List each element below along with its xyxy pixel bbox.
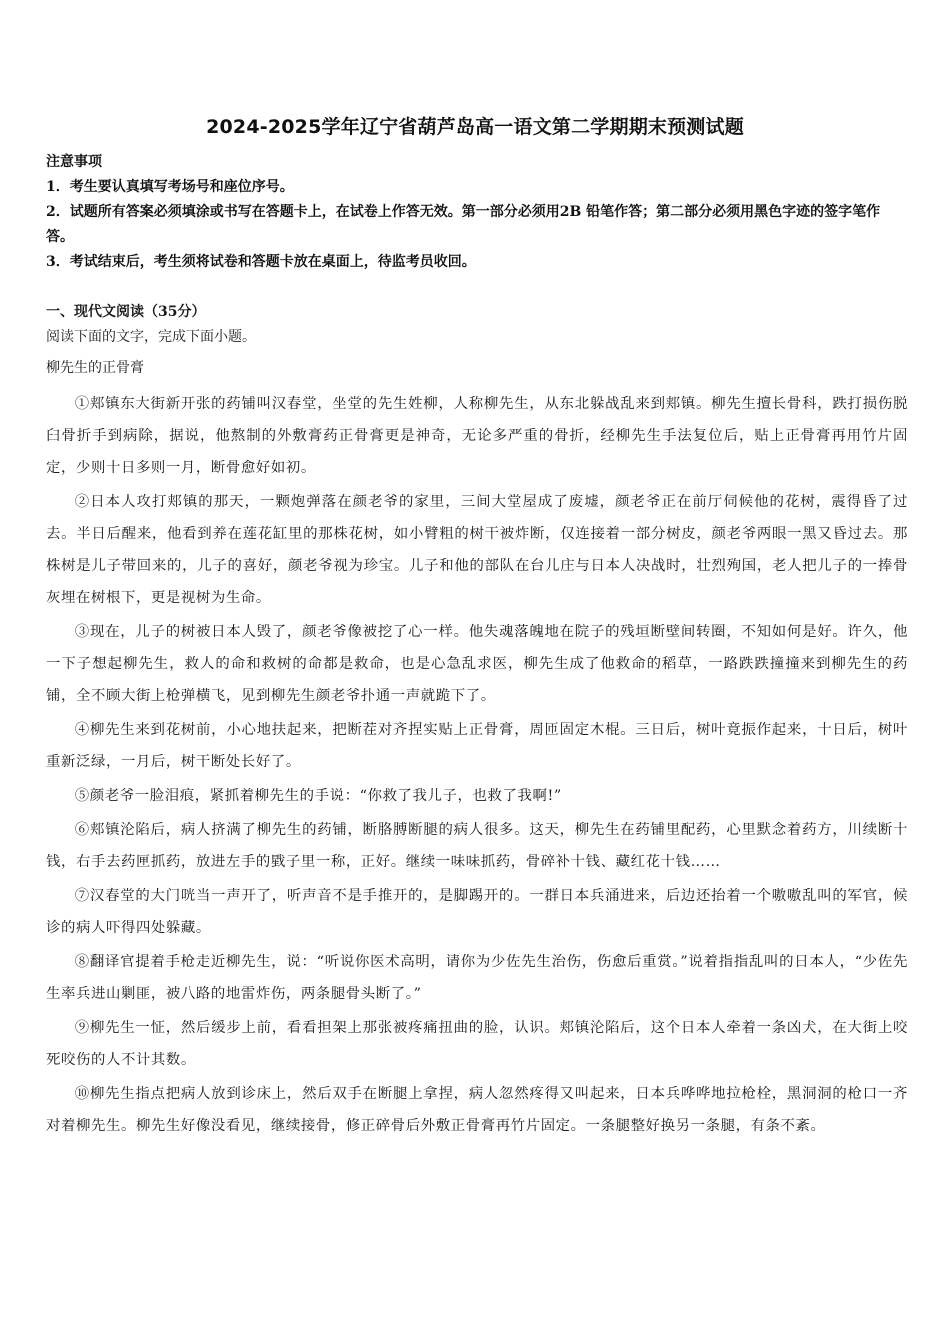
article-paragraph: ⑤颜老爷一脸泪痕，紧抓着柳先生的手说：“你救了我儿子，也救了我啊!” bbox=[74, 788, 562, 804]
section-instruction: 阅读下面的文字，完成下面小题。 bbox=[46, 329, 256, 345]
article-paragraph: ⑦汉春堂的大门咣当一声开了，听声音不是手推开的，是脚踢开的。一群日本兵涌进来，后边还抬着一个嗷嗷乱叫的军官，候诊的病人吓得四处躲藏。 bbox=[46, 888, 908, 936]
notice-block bbox=[46, 150, 908, 275]
article-paragraph: ⑧翻译官提着手枪走近柳先生，说：“听说你医术高明，请你为少佐先生治伤，伤愈后重赏。”说着指指乱叫的日本人，“少佐先生率兵进山剿匪，被八路的地雷炸伤，两条腿骨头断了。” bbox=[46, 954, 908, 1002]
notice-item: 3．考试结束后，考生须将试卷和答题卡放在桌面上，待监考员收回。 bbox=[46, 254, 476, 270]
story-title: 柳先生的正骨膏 bbox=[46, 360, 144, 376]
article-paragraph: ⑨柳先生一怔，然后缓步上前，看看担架上那张被疼痛扭曲的脸，认识。郏镇沦陷后，这个日本人牵着一条凶犬，在大街上咬死咬伤的人不计其数。 bbox=[46, 1020, 908, 1068]
notice-item: 1．考生要认真填写考场号和座位序号。 bbox=[46, 179, 294, 195]
article-paragraph: ④柳先生来到花树前，小心地扶起来，把断茬对齐捏实贴上正骨膏，周匝固定木棍。三日后，树叶竟振作起来，十日后，树叶重新泛绿，一月后，树干断处长好了。 bbox=[46, 722, 908, 770]
article-paragraph: ①郏镇东大街新开张的药铺叫汉春堂，坐堂的先生姓柳，人称柳先生，从东北躲战乱来到郏镇。柳先生擅长骨科，跌打损伤脱臼骨折手到病除，据说，他熬制的外敷膏药正骨膏更是神奇，无论多严重的骨折，经柳先生手法复位后，贴上正骨膏再用竹片固定，少则十日多则一月，断骨愈好如初。 bbox=[46, 396, 908, 476]
section-heading: 一、现代文阅读（35分） bbox=[46, 304, 206, 320]
article-paragraph: ③现在，儿子的树被日本人毁了，颜老爷像被挖了心一样。他失魂落魄地在院子的残垣断壁间转圈，不知如何是好。许久，他一下子想起柳先生，救人的命和救树的命都是救命，也是心急乱求医，柳先生成了他救命的稻草，一路跌跌撞撞来到柳先生的药铺，全不顾大街上枪弹横飞，见到柳先生颜老爷扑通一声就跪下了。 bbox=[46, 624, 908, 704]
notice-item: 2．试题所有答案必须填涂或书写在答题卡上，在试卷上作答无效。第一部分必须用2B 铅笔作答；第二部分必须用黑色字迹的签字笔作答。 bbox=[46, 204, 881, 245]
article-paragraph: ⑥郏镇沦陷后，病人挤满了柳先生的药铺，断胳膊断腿的病人很多。这天，柳先生在药铺里配药，心里默念着药方，川续断十钱，右手去药匣抓药，放进左手的戥子里一称，正好。继续一味味抓药，骨碎补十钱、藏红花十钱…… bbox=[46, 822, 908, 870]
reading-section bbox=[46, 300, 908, 381]
page-title: 2024-2025学年辽宁省葫芦岛高一语文第二学期期末预测试题 bbox=[206, 116, 744, 138]
article-body bbox=[46, 388, 908, 1144]
article-paragraph: ②日本人攻打郏镇的那天，一颗炮弹落在颜老爷的家里，三间大堂屋成了废墟，颜老爷正在前厅伺候他的花树，震得昏了过去。半日后醒来，他看到养在莲花缸里的那株花树，如小臂粗的树干被炸断，仅连接着一部分树皮，颜老爷两眼一黑又昏过去。那株树是儿子带回来的，儿子的喜好，颜老爷视为珍宝。儿子和他的部队在台儿庄与日本人决战时，壮烈殉国，老人把儿子的一捧骨灰埋在树根下，更是视树为生命。 bbox=[46, 494, 908, 606]
article-paragraph: ⑩柳先生指点把病人放到诊床上，然后双手在断腿上拿捏，病人忽然疼得又叫起来，日本兵哗哗地拉枪栓，黑洞洞的枪口一齐对着柳先生。柳先生好像没看见，继续接骨，修正碎骨后外敷正骨膏再竹片固定。一条腿整好换另一条腿，有条不紊。 bbox=[46, 1086, 908, 1134]
notice-heading: 注意事项 bbox=[46, 154, 102, 170]
